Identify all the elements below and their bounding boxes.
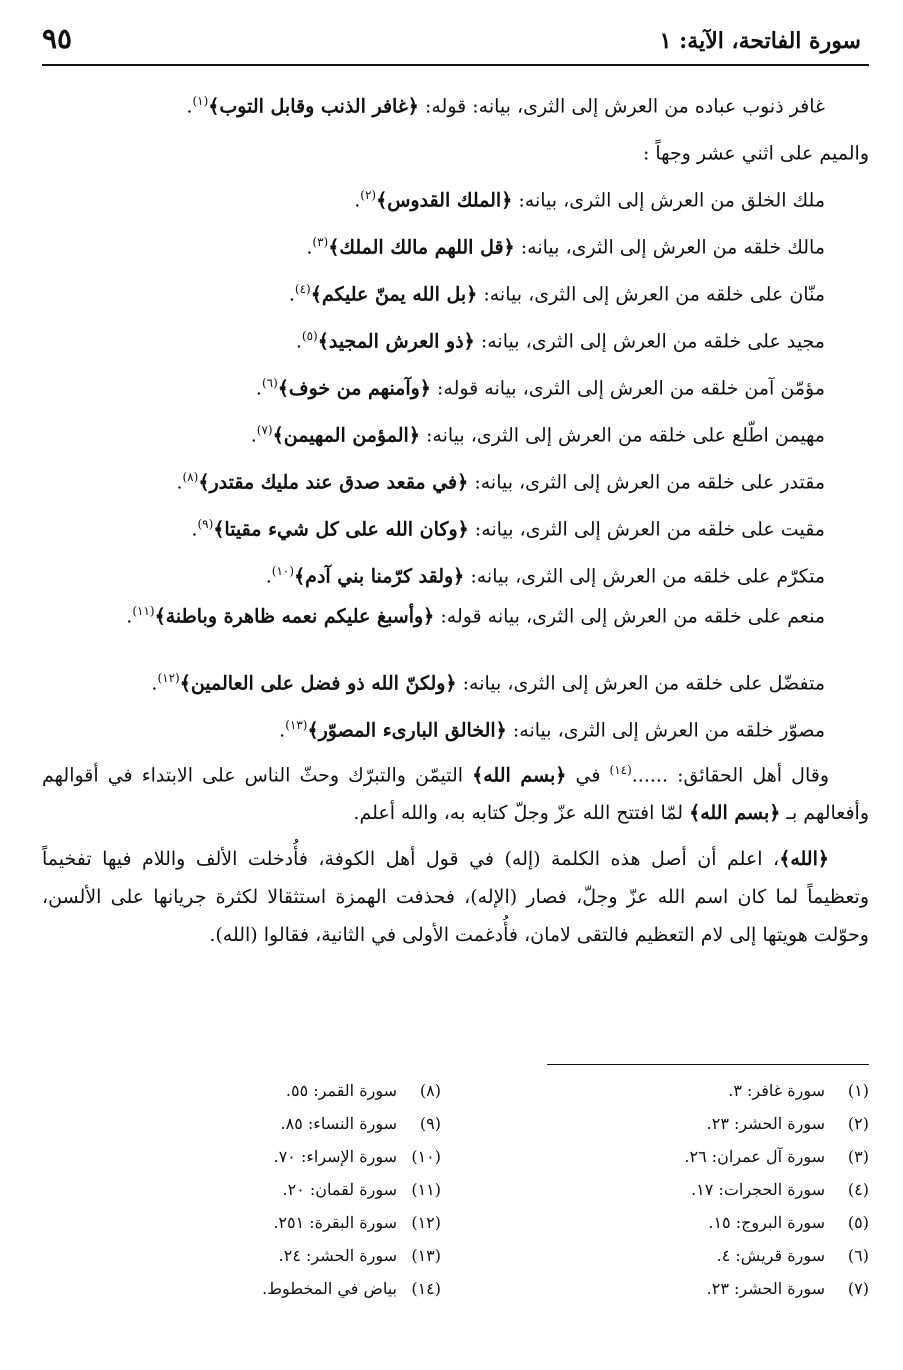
footnote-ref: (١٣): [285, 718, 308, 732]
quran-quote: ﴿بسم الله﴾: [689, 802, 781, 825]
footnote-item: (١٤)بياض في المخطوط.: [262, 1279, 441, 1298]
footnote-item: (٤)سورة الحجرات: ١٧.: [691, 1180, 869, 1199]
footnote-ref: (١): [192, 94, 209, 108]
footnote-item: (٥)سورة البروج: ١٥.: [708, 1213, 869, 1232]
quran-quote: ﴿غافر الذنب وقابل التوب﴾: [208, 95, 419, 118]
footnote-item: (٨)سورة القمر: ٥٥.: [285, 1081, 441, 1100]
footnote-ref: (٢): [360, 188, 377, 202]
footnote-ref: (١٠): [271, 564, 295, 578]
quran-quote: ﴿قل اللهم مالك الملك﴾: [328, 236, 515, 259]
quran-quote: ﴿الخالق البارىء المصوّر﴾: [307, 719, 507, 742]
footnote-ref: (٤): [294, 282, 311, 296]
footnote-item: (٩)سورة النساء: ٨٥.: [280, 1114, 441, 1133]
footnote-item: (٢)سورة الحشر: ٢٣.: [706, 1114, 869, 1133]
footnote-ref: (٦): [261, 376, 278, 390]
text-line: مالك خلقه من العرش إلى الثرى، بيانه: ﴿قل اللهم مالك الملك﴾$^{(٣)}$.: [306, 235, 825, 259]
page-header: [42, 22, 861, 64]
footnote-ref: (١١): [132, 604, 155, 618]
text-line: منّان على خلقه من العرش إلى الثرى، بيانه: ﴿بل الله يمنّ عليكم﴾$^{(٤)}$.: [288, 282, 825, 306]
quran-quote: ﴿المؤمن المهيمن﴾: [272, 424, 420, 447]
footnotes-left-column: [40, 1074, 441, 1305]
footnote-ref: (٥): [301, 329, 318, 343]
paragraph-ahl-al-haqaiq: وقال أهل الحقائق: ......$^{(١٤)}$ في ﴿بسم الله﴾ التيمّن والتبرّك وحثّ الناس على الابتداء في أقوالهم وأفعالهم بـ ﴿بسم الله﴾ لمّا افتتح الله عزّ وجلّ كتابه به، والله أعلم.: [42, 763, 869, 825]
quran-quote: ﴿في مقعد صدق عند مليك مقتدر﴾: [198, 471, 469, 494]
text-line: مجيد على خلقه من العرش إلى الثرى، بيانه: ﴿ذو العرش المجيد﴾$^{(٥)}$.: [295, 329, 825, 353]
paragraph-allah: ﴿الله﴾، اعلم أن أصل هذه الكلمة (إله) في قول أهل الكوفة، فأُدخلت الألف واللام فيها تفخيماً وتعظيماً لما كان اسم الله عزّ وجلّ، فصار (الإله)، فحذفت الهمزة استثقالا لكثرة جريانها على الألسن، وحوّلت هويتها إلى لام التعظيم فالتقى لامان، فأُدغمت الأولى في الثانية، فقالوا (الله).: [42, 848, 869, 947]
quran-quote: ﴿ولقد كرّمنا بني آدم﴾: [294, 565, 465, 588]
footnote-item: (١٢)سورة البقرة: ٢٥١.: [273, 1213, 441, 1232]
running-title: سورة الفاتحة، الآية: ١: [659, 28, 861, 54]
footnote-item: (٣)سورة آل عمران: ٢٦.: [684, 1147, 869, 1166]
footnote-ref: (٣): [312, 235, 329, 249]
quran-quote: ﴿ذو العرش المجيد﴾: [317, 330, 475, 353]
header-rule: [42, 64, 869, 66]
footnote-ref: (١٤): [609, 763, 632, 777]
quran-quote: ﴿بسم الله﴾: [472, 764, 567, 787]
text-line: مؤمّن آمن خلقه من العرش إلى الثرى، بيانه قوله: ﴿وآمنهم من خوف﴾$^{(٦)}$.: [255, 376, 825, 400]
text-line: والميم على اثني عشر وجهاً :: [642, 142, 869, 165]
footnote-item: (٦)سورة قريش: ٤.: [716, 1246, 869, 1265]
footnote-rule: [547, 1064, 869, 1065]
footnote-item: (١٠)سورة الإسراء: ٧٠.: [273, 1147, 441, 1166]
text-line: مقيت على خلقه من العرش إلى الثرى، بيانه: ﴿وكان الله على كل شيء مقيتا﴾$^{(٩)}$.: [191, 517, 825, 541]
text-line: متكرّم على خلقه من العرش إلى الثرى، بيانه: ﴿ولقد كرّمنا بني آدم﴾$^{(١٠)}$.: [265, 564, 825, 588]
text-line: مهيمن اطّلع على خلقه من العرش إلى الثرى، بيانه: ﴿المؤمن المهيمن﴾$^{(٧)}$.: [250, 423, 825, 447]
footnote-ref: (٩): [197, 517, 214, 531]
text-line: مصوّر خلقه من العرش إلى الثرى، بيانه: ﴿الخالق البارىء المصوّر﴾$^{(١٣)}$.: [279, 718, 825, 742]
text-line: مقتدر على خلقه من العرش إلى الثرى، بيانه: ﴿في مقعد صدق عند مليك مقتدر﴾$^{(٨)}$.: [176, 470, 825, 494]
text-line: منعم على خلقه من العرش إلى الثرى، بيانه قوله: ﴿وأسبغ عليكم نعمه ظاهرة وباطنة﴾$^{(١١)}$.: [126, 604, 825, 628]
page-number: ٩٥: [42, 22, 73, 55]
quran-quote: ﴿وكان الله على كل شيء مقيتا﴾: [213, 518, 469, 541]
footnote-ref: (٨): [182, 470, 199, 484]
text-line: ملك الخلق من العرش إلى الثرى، بيانه: ﴿الملك القدوس﴾$^{(٢)}$.: [354, 188, 825, 212]
footnotes-right-column: [440, 1074, 869, 1305]
footnote-item: (٧)سورة الحشر: ٢٣.: [706, 1279, 869, 1298]
footnote-item: (١١)سورة لقمان: ٢٠.: [282, 1180, 441, 1199]
quran-quote: ﴿الله﴾: [779, 848, 829, 871]
footnote-item: (١)سورة غافر: ٣.: [728, 1081, 869, 1100]
quran-quote: ﴿وأسبغ عليكم نعمه ظاهرة وباطنة﴾: [154, 605, 435, 628]
text-line: غافر ذنوب عباده من العرش إلى الثرى، بيانه: قوله: ﴿غافر الذنب وقابل التوب﴾$^{(١)}$.: [186, 94, 825, 118]
quran-quote: ﴿بل الله يمنّ عليكم﴾: [310, 283, 478, 306]
footnote-ref: (٧): [256, 423, 273, 437]
quran-quote: ﴿وآمنهم من خوف﴾: [277, 377, 431, 400]
footnote-item: (١٣)سورة الحشر: ٢٤.: [278, 1246, 441, 1265]
footnote-ref: (١٢): [157, 671, 180, 685]
main-text: [42, 78, 869, 954]
text-line: متفضّل على خلقه من العرش إلى الثرى، بيانه: ﴿ولكنّ الله ذو فضل على العالمين﴾$^{(١٢)}$.: [151, 671, 825, 695]
quran-quote: ﴿الملك القدوس﴾: [376, 189, 513, 212]
quran-quote: ﴿ولكنّ الله ذو فضل على العالمين﴾: [179, 672, 457, 695]
